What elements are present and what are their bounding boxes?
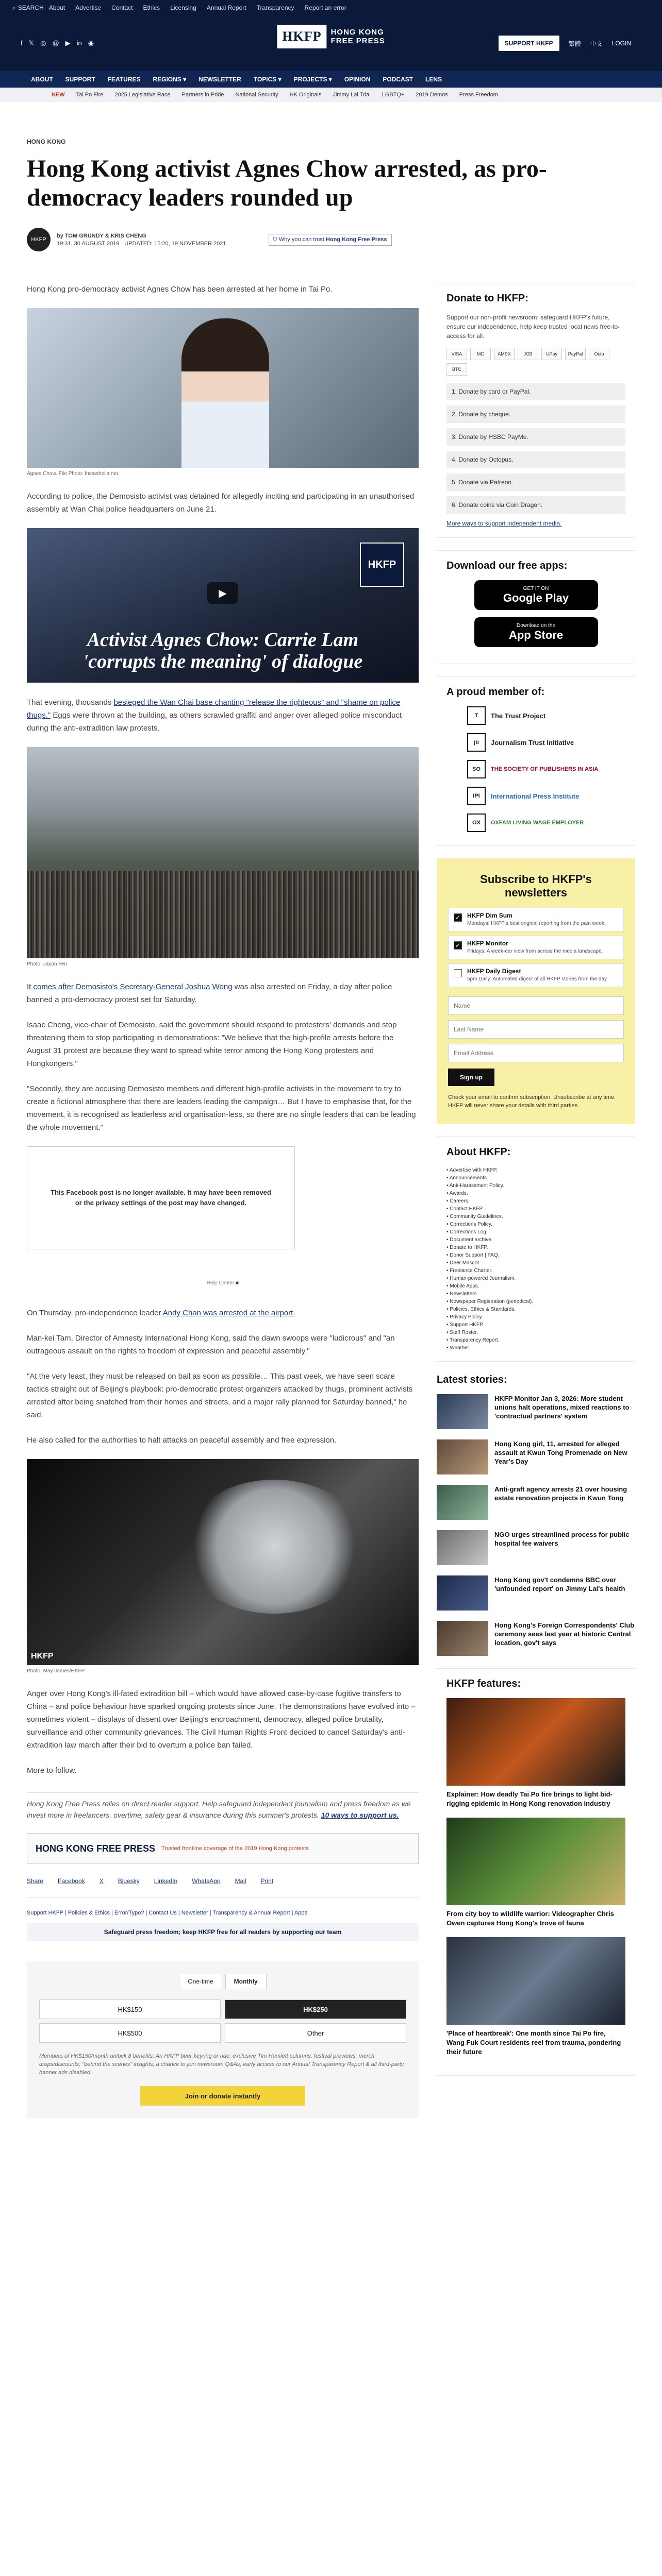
share-whatsapp[interactable]: WhatsApp xyxy=(192,1877,221,1885)
member-ipi[interactable]: IPI International Press Institute xyxy=(467,787,625,805)
newsletter-option[interactable]: ✓ HKFP Monitor Fridays: A week-ear view from across the media landscape. xyxy=(448,936,624,959)
sopa-icon: SO xyxy=(467,760,486,778)
paragraph: More to follow. xyxy=(27,1766,77,1775)
story-thumbnail xyxy=(437,1439,488,1475)
photo-caption: Photo: May James/HKFP. xyxy=(27,1668,86,1674)
newsletter-signup xyxy=(437,858,635,1124)
about-link[interactable]: • Deer Mascot. xyxy=(446,1260,481,1266)
about-link[interactable]: • Freelance Charter. xyxy=(446,1268,493,1274)
about-link[interactable]: • Careers. xyxy=(446,1198,470,1204)
site-logo[interactable] xyxy=(277,25,385,48)
nav-opinion[interactable]: OPINION xyxy=(344,76,371,83)
pay-option[interactable]: 1. Donate by card or PayPal. xyxy=(446,383,625,400)
share-mail[interactable]: Mail xyxy=(235,1877,246,1885)
top-link-annual-report[interactable]: Annual Report xyxy=(206,4,246,11)
member-sopa[interactable]: SO THE SOCIETY OF PUBLISHERS IN ASIA xyxy=(467,760,625,778)
share-bluesky[interactable]: Bluesky xyxy=(118,1877,140,1885)
article-headline: Hong Kong activist Agnes Chow arrested, as pro-democracy leaders rounded up xyxy=(27,155,547,211)
sidebar-features xyxy=(437,1668,635,2076)
paragraph: That evening, thousands besieged the Wan Chai base chanting "release the righteous" and "shame on police thugs." Eggs were thrown at the building, as others scrawled graffiti and anger over alleged police misconduct during the anti-extradition law protests. xyxy=(27,698,402,733)
photo-caption: Agnes Chow. File Photo: Instasheila.net. xyxy=(27,471,120,477)
jcb-icon: JCB xyxy=(518,348,538,360)
one-time-option[interactable]: One-time xyxy=(179,1974,222,1989)
nav-about[interactable]: ABOUT xyxy=(31,76,53,83)
sidebar-latest xyxy=(437,1374,635,1656)
about-link[interactable]: • Transparency Report. xyxy=(446,1337,500,1343)
article-body xyxy=(27,283,419,2118)
octopus-icon: Octo xyxy=(589,348,609,360)
share-label[interactable]: Share xyxy=(27,1877,44,1885)
agnes-chow-photo xyxy=(27,308,419,468)
amount-option[interactable]: HK$150 xyxy=(39,1999,221,2019)
donate-widget xyxy=(27,1961,419,2118)
login-link[interactable]: LOGIN xyxy=(611,40,631,47)
video-title: Activist Agnes Chow: Carrie Lam 'corrupts the meaning' of dialogue xyxy=(82,629,363,672)
story-thumbnail xyxy=(437,1394,488,1429)
nav-podcast[interactable]: PODCAST xyxy=(383,76,413,83)
crowd-texture xyxy=(27,871,419,958)
share-facebook[interactable]: Facebook xyxy=(58,1877,85,1885)
amex-icon: AMEX xyxy=(494,348,515,360)
safeguard-banner[interactable]: Safeguard press freedom; keep HKFP free for all readers by supporting our team xyxy=(27,1923,419,1941)
top-utility-bar xyxy=(0,0,662,15)
paypal-icon: PayPal xyxy=(565,348,586,360)
about-link[interactable]: • Corrections Log. xyxy=(446,1229,488,1235)
about-link[interactable]: • Human-powered Journalism. xyxy=(446,1276,516,1281)
trending-bar xyxy=(0,88,662,102)
language-switch-2[interactable]: 中文 xyxy=(590,40,603,47)
member-jti[interactable]: jti Journalism Trust Initiative xyxy=(467,733,625,752)
member-oxfam[interactable]: OX OXFAM LIVING WAGE EMPLOYER xyxy=(467,814,625,832)
checkbox-unchecked[interactable] xyxy=(454,969,462,977)
photo-watermark: HKFP xyxy=(31,1652,54,1660)
sidebar-donate-text: Support our non-profit newsroom: safeguard HKFP's future, ensure our independence, help keep trusted local news free-to-access for all. xyxy=(446,314,620,340)
story-thumbnail xyxy=(437,1485,488,1520)
about-link[interactable]: • Advertise with HKFP. xyxy=(446,1167,498,1173)
feature-image xyxy=(446,1818,625,1905)
sidebar-donate-title: Donate to HKFP: xyxy=(446,293,528,304)
why-trust-link[interactable]: ⛉ Why you can trust Hong Kong Free Press xyxy=(269,234,392,246)
joshua-wong-link[interactable]: It comes after Demosisto's Secretary-General Joshua Wong xyxy=(27,982,233,991)
paragraph: Anger over Hong Kong's ill-fated extradition bill – which would have allowed case-by-case fugitive transfers to China – and police behaviour have sparked ongoing protests since June. The demonstrations have evolved into – sometimes violent – displays of dissent over Beijing's encroachment, democracy, alleged police brutality, surveillance and other community grievances. The Civil Human Rights Front decided to cancel Saturday's anti-extradition law march after their bid to overturn a police ban failed. xyxy=(27,1689,416,1750)
feature-item[interactable]: 'Place of heartbreak': One month since Tai Po fire, Wang Fuk Court residents reel from trauma, pondering their future xyxy=(446,1937,625,2057)
checkbox-checked[interactable]: ✓ xyxy=(454,913,462,922)
paragraph: It comes after Demosisto's Secretary-General Joshua Wong was also arrested on Friday, a day after police banned a pro-democracy protest set for Saturday. xyxy=(27,982,392,1004)
paragraph: On Thursday, pro-independence leader Andy Chan was arrested at the airport. xyxy=(27,1309,295,1317)
nav-regions[interactable]: REGIONS ▾ xyxy=(153,76,187,83)
shield-icon: ⛉ xyxy=(273,236,277,243)
byline-date: 19:31, 30 AUGUST 2019 · UPDATED: 15:20, 19 NOVEMBER 2021 xyxy=(57,240,226,247)
nav-topics[interactable]: TOPICS ▾ xyxy=(253,76,282,83)
payment-icons xyxy=(446,348,625,376)
feature-item[interactable]: Explainer: How deadly Tai Po fire brings to light bid-rigging epidemic in Hong Kong renovation industry xyxy=(446,1698,625,1808)
membership-note: Members of HK$150/month unlock 8 benefits: An HKFP beer keyring or ride; exclusive Tim Hamlett columns; festival previews; merch drops/discounts; "behind the scenes" insights; a chance to join newsroom Q&As; early access to our Annual Transparency Report & all third-party banner ads disabled. xyxy=(39,2053,404,2076)
nav-features[interactable]: FEATURES xyxy=(107,76,141,83)
latest-story[interactable]: Hong Kong gov't condemns BBC over 'unfounded report' on Jimmy Lai's health xyxy=(437,1575,635,1611)
about-link[interactable]: • Weather. xyxy=(446,1345,471,1351)
apps-title: Download our free apps: xyxy=(446,560,568,571)
search-link[interactable]: SEARCH xyxy=(18,4,44,11)
donate-amounts xyxy=(39,1999,406,2043)
video-embed[interactable] xyxy=(27,528,419,683)
pay-option[interactable]: 4. Donate by Octopus. xyxy=(446,451,625,468)
header-actions xyxy=(499,36,631,51)
paragraph: Isaac Cheng, vice-chair of Demosisto, said the government should respond to protesters' demands and stop threatening them to stop participating in demonstrations: "We believe that the high-profile arrests before the August 31 protest are because they want to spread white terror among the Hong Kong protesters and Hongkongers." xyxy=(27,1021,397,1068)
newsletter-option[interactable]: ✓ HKFP Dim Sum Mondays: HKFP's best original reporting from the past week. xyxy=(448,908,624,931)
play-icon[interactable]: ▶ xyxy=(207,582,238,604)
memberships-title: A proud member of: xyxy=(446,686,545,698)
pay-option[interactable]: 5. Donate via Patreon. xyxy=(446,473,625,491)
story-thumbnail xyxy=(437,1621,488,1656)
about-link[interactable]: • Mobile Apps. xyxy=(446,1283,479,1289)
latest-story[interactable]: Hong Kong's Foreign Correspondents' Club ceremony sees last year at historic Central location, gov't says xyxy=(437,1621,635,1656)
divider xyxy=(27,1792,419,1793)
author-avatar: HKFP xyxy=(27,228,51,251)
facebook-embed-unavailable: This Facebook post is no longer available. It may have been removed or the privacy settings of the post may have changed. xyxy=(27,1146,295,1249)
protest-link[interactable]: besieged the Wan Chai base chanting "release the righteous" and "shame on police thugs." xyxy=(27,698,401,720)
features-title: HKFP features: xyxy=(446,1678,521,1689)
article-category[interactable]: HONG KONG xyxy=(27,138,66,145)
about-link[interactable]: • Announcements. xyxy=(446,1175,488,1181)
about-link[interactable]: • Newsletters. xyxy=(446,1291,478,1297)
support-note: Hong Kong Free Press relies on direct reader support. Help safeguard independent journalism and press freedom as we invest more in freelancers, overtime, safety gear & insurance during this summer's protests. 10 ways to support us. xyxy=(27,1800,411,1819)
trending-new-badge: NEW xyxy=(52,92,65,98)
article-container xyxy=(27,138,635,2100)
story-thumbnail xyxy=(437,1530,488,1565)
newsletter-option[interactable]: HKFP Daily Digest 5pm Daily: Automated digest of all HKFP stories from the day. xyxy=(448,963,624,987)
ipi-icon: IPI xyxy=(467,787,486,805)
threads-icon[interactable]: @ xyxy=(52,39,59,47)
jti-icon: jti xyxy=(467,733,486,752)
social-icons xyxy=(21,39,94,47)
paragraph: "At the very least, they must be released on bail as soon as possible… This past week, we have seen scare tactics straight out of Beijing's playbook: pro-democratic protest organizers attacked by thugs, prominent activists arrested after being snatched from their homes and streets, and a major rally planned for Saturday banned," he said. xyxy=(27,1372,413,1419)
article-footer-links[interactable]: Support HKFP | Policies & Ethics | Error/Typo? | Contact Us | Newsletter | Transparency & Annual Report | Apps xyxy=(27,1910,307,1916)
top-link-about[interactable]: About xyxy=(48,4,65,11)
about-link[interactable]: • Support HKFP. xyxy=(446,1322,484,1328)
about-links xyxy=(446,1166,625,1352)
paragraph: According to police, the Demosisto activist was detained for allegedly inciting and participating in an unauthorised assembly at Wan Chai police headquarters on June 21. xyxy=(27,492,415,514)
search-icon[interactable]: ⌕ xyxy=(12,4,16,11)
newsletter-title: Subscribe to HKFP's newsletters xyxy=(480,873,592,899)
help-center-link[interactable]: Help Center ■ xyxy=(206,1280,239,1286)
trust-project-icon: T xyxy=(467,706,486,725)
top-link-licensing[interactable]: Licensing xyxy=(170,4,196,11)
donate-frequency-toggle xyxy=(39,1974,406,1989)
pay-option[interactable]: 3. Donate by HSBC PayMe. xyxy=(446,428,625,446)
trending-item[interactable]: Jimmy Lai Trial xyxy=(333,92,371,98)
main-header xyxy=(0,15,662,71)
ways-to-support-link[interactable]: 10 ways to support us. xyxy=(321,1811,399,1819)
feature-image xyxy=(446,1698,625,1786)
photo-caption: Photo: Jason Yen xyxy=(27,961,67,967)
nav-support[interactable]: SUPPORT xyxy=(65,76,95,83)
sidebar-donate xyxy=(437,283,635,538)
umbrella-shape xyxy=(181,1480,367,1614)
email-field[interactable] xyxy=(448,1044,624,1062)
share-print[interactable]: Print xyxy=(260,1877,274,1885)
oxfam-icon: OX xyxy=(467,814,486,832)
about-link[interactable]: • Awards. xyxy=(446,1191,468,1196)
latest-story[interactable]: Hong Kong girl, 11, arrested for alleged assault at Kwun Tong Promenade on New Year's Day xyxy=(437,1439,635,1475)
unionpay-icon: UPay xyxy=(541,348,562,360)
umbrella-protest-photo xyxy=(27,1459,419,1665)
about-link[interactable]: • Policies, Ethics & Standards. xyxy=(446,1307,516,1312)
support-hkfp-button[interactable]: SUPPORT HKFP xyxy=(499,36,559,51)
top-link-transparency[interactable]: Transparency xyxy=(256,4,294,11)
latest-title: Latest stories: xyxy=(437,1374,507,1385)
facebook-icon: ■ xyxy=(236,1280,239,1286)
about-link[interactable]: • Privacy Policy. xyxy=(446,1314,483,1320)
monthly-option[interactable]: Monthly xyxy=(225,1974,267,1989)
about-link[interactable]: • Community Guidelines. xyxy=(446,1214,503,1219)
trending-item[interactable]: National Security xyxy=(235,92,278,98)
trending-item[interactable]: Press Freedom xyxy=(459,92,498,98)
mastercard-icon: MC xyxy=(470,348,491,360)
trending-item[interactable]: LGBTQ+ xyxy=(382,92,405,98)
sidebar xyxy=(437,283,635,2076)
paragraph: He also called for the authorities to halt attacks on peaceful assembly and free expression. xyxy=(27,1436,337,1445)
first-name-field[interactable] xyxy=(448,996,624,1015)
feature-item[interactable]: From city boy to wildlife warrior: Videographer Chris Owen captures Hong Kong's trove of fauna xyxy=(446,1818,625,1928)
nav-newsletter[interactable]: NEWSLETTER xyxy=(198,76,241,83)
paragraph: "Secondly, they are accusing Demosisto members and different high-profile activists in the movement to try to create a fictional atmosphere that there are leaders leading the campaign… But I have to emphasise that, for the movement, it is recognised as leaderless and organisation-less, so there are no single leaders that can be leading the whole movement." xyxy=(27,1084,416,1132)
banner-subtitle: Trusted frontline coverage of the 2019 Hong Kong protests xyxy=(161,1845,309,1852)
nav-lens[interactable]: LENS xyxy=(425,76,442,83)
about-title: About HKFP: xyxy=(446,1146,511,1158)
about-link[interactable]: • Document archive. xyxy=(446,1237,493,1243)
instagram-icon[interactable]: ◎ xyxy=(40,39,46,47)
youtube-icon[interactable]: ▶ xyxy=(65,39,71,47)
latest-story[interactable]: NGO urges streamlined process for public hospital fee waivers xyxy=(437,1530,635,1565)
sidebar-about xyxy=(437,1137,635,1362)
trending-item[interactable]: 2019 Demos xyxy=(416,92,448,98)
about-link[interactable]: • Donate to HKFP. xyxy=(446,1245,488,1250)
trending-item[interactable]: HK Originals xyxy=(289,92,322,98)
support-banner[interactable] xyxy=(27,1833,419,1864)
nav-projects[interactable]: PROJECTS ▾ xyxy=(293,76,332,83)
about-link[interactable]: • Staff Roster. xyxy=(446,1330,478,1335)
video-logo: HKFP xyxy=(360,543,404,587)
share-links xyxy=(27,1877,419,1885)
language-switch[interactable]: 繁體 xyxy=(568,40,581,47)
byline xyxy=(27,228,635,251)
protest-crowd-photo xyxy=(27,747,419,958)
banner-title: HONG KONG FREE PRESS xyxy=(36,1843,156,1854)
person-figure xyxy=(181,318,269,468)
facebook-icon[interactable]: f xyxy=(21,39,23,47)
amount-option-other[interactable]: Other xyxy=(225,2023,406,2043)
newsletter-signup-button[interactable]: Sign up xyxy=(448,1069,494,1086)
about-link[interactable]: • Contact HKFP. xyxy=(446,1206,484,1212)
amount-option[interactable]: HK$500 xyxy=(39,2023,221,2043)
pay-option[interactable]: 6. Donate coins via Coin Dragon. xyxy=(446,496,625,514)
byline-text xyxy=(57,233,226,247)
feature-image xyxy=(446,1937,625,2025)
rss-icon[interactable]: ◉ xyxy=(88,39,94,47)
sidebar-apps xyxy=(437,550,635,664)
top-link-contact[interactable]: Contact xyxy=(111,4,133,11)
google-play-badge[interactable]: GET IT ON Google Play xyxy=(474,580,598,610)
trending-item[interactable]: 2025 Legislative Race xyxy=(114,92,171,98)
top-links xyxy=(49,4,346,11)
about-link[interactable]: • Corrections Policy. xyxy=(446,1222,492,1227)
logo-mark: HKFP xyxy=(277,25,326,48)
x-icon[interactable]: 𝕏 xyxy=(28,39,35,47)
about-link[interactable]: • Anti-Harassment Policy. xyxy=(446,1183,504,1189)
share-x[interactable]: X xyxy=(99,1877,104,1885)
paragraph: Hong Kong pro-democracy activist Agnes Chow has been arrested at her home in Tai Po. xyxy=(27,285,333,294)
linkedin-icon[interactable]: in xyxy=(76,39,82,47)
logo-words: HONG KONG FREE PRESS xyxy=(330,28,385,45)
top-link-ethics[interactable]: Ethics xyxy=(143,4,160,11)
byline-authors[interactable]: by TOM GRUNDY & KRIS CHENG xyxy=(57,232,146,239)
trending-item[interactable]: Partners in Pride xyxy=(181,92,224,98)
member-trust-project[interactable]: T The Trust Project xyxy=(467,706,625,725)
about-link[interactable]: • Donor Support | FAQ. xyxy=(446,1252,500,1258)
primary-nav xyxy=(0,71,662,88)
andy-chan-link[interactable]: Andy Chan was arrested at the airport. xyxy=(162,1309,295,1317)
last-name-field[interactable] xyxy=(448,1020,624,1039)
share-linkedin[interactable]: LinkedIn xyxy=(154,1877,178,1885)
newsletter-note: Check your email to confirm subscription. Unsubscribe at any time. HKFP will never share your details with third parties. xyxy=(448,1094,616,1109)
amount-option-selected[interactable]: HK$250 xyxy=(225,1999,406,2019)
visa-icon: VISA xyxy=(446,348,467,360)
top-link-advertise[interactable]: Advertise xyxy=(75,4,102,11)
top-link-report-error[interactable]: Report an error xyxy=(304,4,346,11)
about-link[interactable]: • Newspaper Registration (periodical). xyxy=(446,1299,534,1304)
story-thumbnail xyxy=(437,1575,488,1611)
latest-story[interactable]: Anti-graft agency arrests 21 over housing estate renovation projects in Kwun Tong xyxy=(437,1485,635,1520)
checkbox-checked[interactable]: ✓ xyxy=(454,941,462,950)
more-ways-link[interactable]: More ways to support independent media. xyxy=(446,520,562,527)
latest-story[interactable]: HKFP Monitor Jan 3, 2026: More student unions halt operations, mixed reactions to 'contractual partners' system xyxy=(437,1394,635,1429)
bitcoin-icon: BTC xyxy=(446,363,467,376)
paragraph: Man-kei Tam, Director of Amnesty International Hong Kong, said the dawn swoops were "ludicrous" and "an outrageous assault on the rights to freedom of expression and peaceful assembly." xyxy=(27,1334,395,1355)
pay-option[interactable]: 2. Donate by cheque. xyxy=(446,405,625,423)
donate-button[interactable]: Join or donate instantly xyxy=(140,2086,305,2106)
sidebar-memberships xyxy=(437,676,635,846)
trending-item[interactable]: Tai Po Fire xyxy=(76,92,104,98)
app-store-badge[interactable]: Download on the App Store xyxy=(474,617,598,647)
